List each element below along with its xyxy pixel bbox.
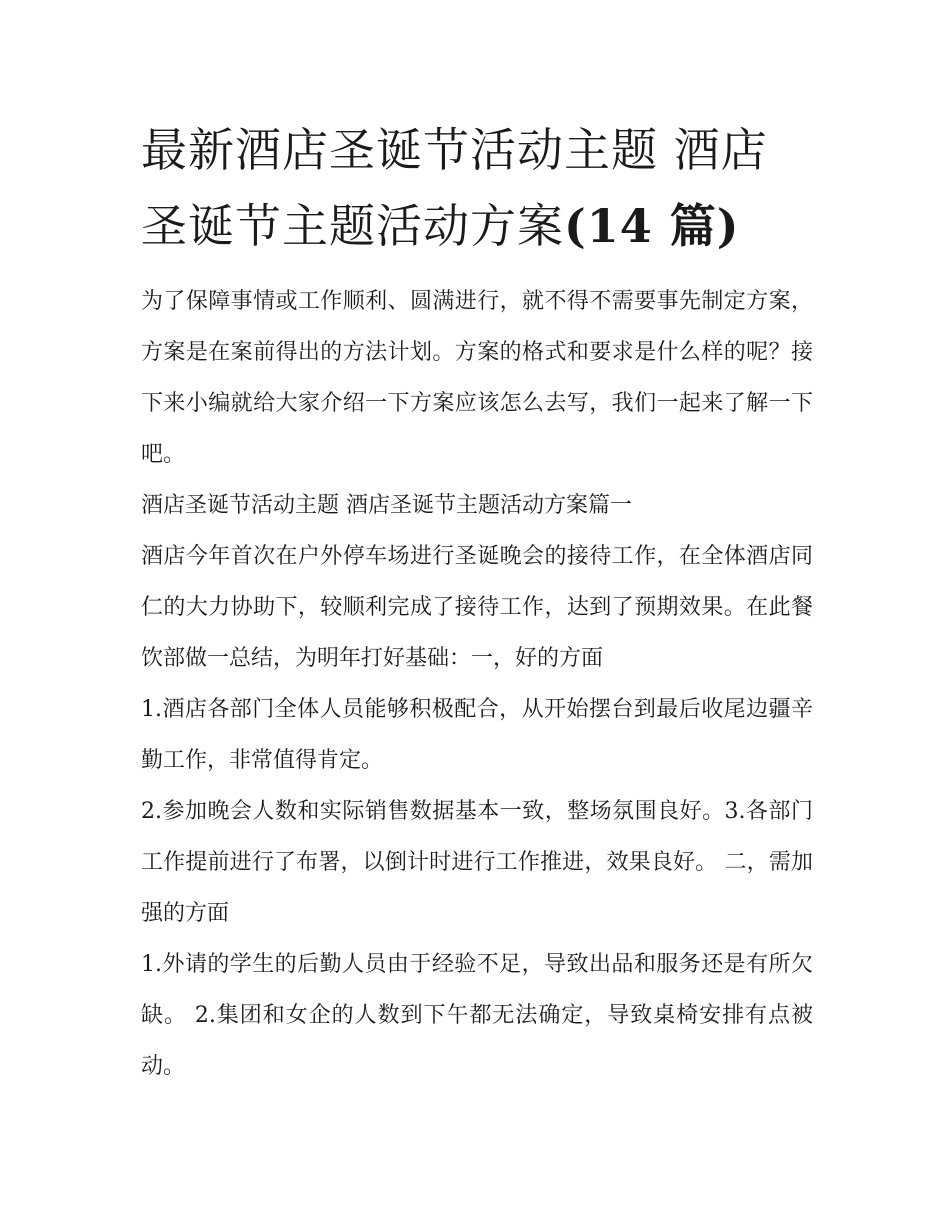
document-body <box>141 276 813 1092</box>
document-title <box>141 112 813 264</box>
title-count-text: (14 篇) <box>564 199 740 253</box>
intro-paragraph: 为了保障事情或工作顺利、圆满进行，就不得不需要事先制定方案，方案是在案前得出的方法计划。方案的格式和要求是什么样的呢？接下来小编就给大家介绍一下方案应该怎么去写，我们一起来了解一下吧。 <box>141 289 813 467</box>
title-main-text: 最新酒店圣诞节活动主题 酒店圣诞节主题活动方案 <box>141 123 768 253</box>
list-item-2: 2.参加晚会人数和实际销售数据基本一致，整场氛围良好。3.各部门工作提前进行了布署，以倒计时进行工作推进，效果良好。 二，需加强的方面 <box>141 799 813 926</box>
summary-paragraph: 酒店今年首次在户外停车场进行圣诞晚会的接待工作，在全体酒店同仁的大力协助下，较顺利完成了接待工作，达到了预期效果。在此餐饮部做一总结，为明年打好基础：一，好的方面 <box>141 544 813 671</box>
section-heading: 酒店圣诞节活动主题 酒店圣诞节主题活动方案篇一 <box>141 493 632 518</box>
list-item-1: 1.酒店各部门全体人员能够积极配合，从开始摆台到最后收尾边疆辛勤工作，非常值得肯定。 <box>141 697 813 773</box>
list-item-3: 1.外请的学生的后勤人员由于经验不足，导致出品和服务还是有所欠缺。 2.集团和女企的人数到下午都无法确定，导致桌椅安排有点被动。 <box>141 952 813 1079</box>
document-page <box>141 112 813 1092</box>
